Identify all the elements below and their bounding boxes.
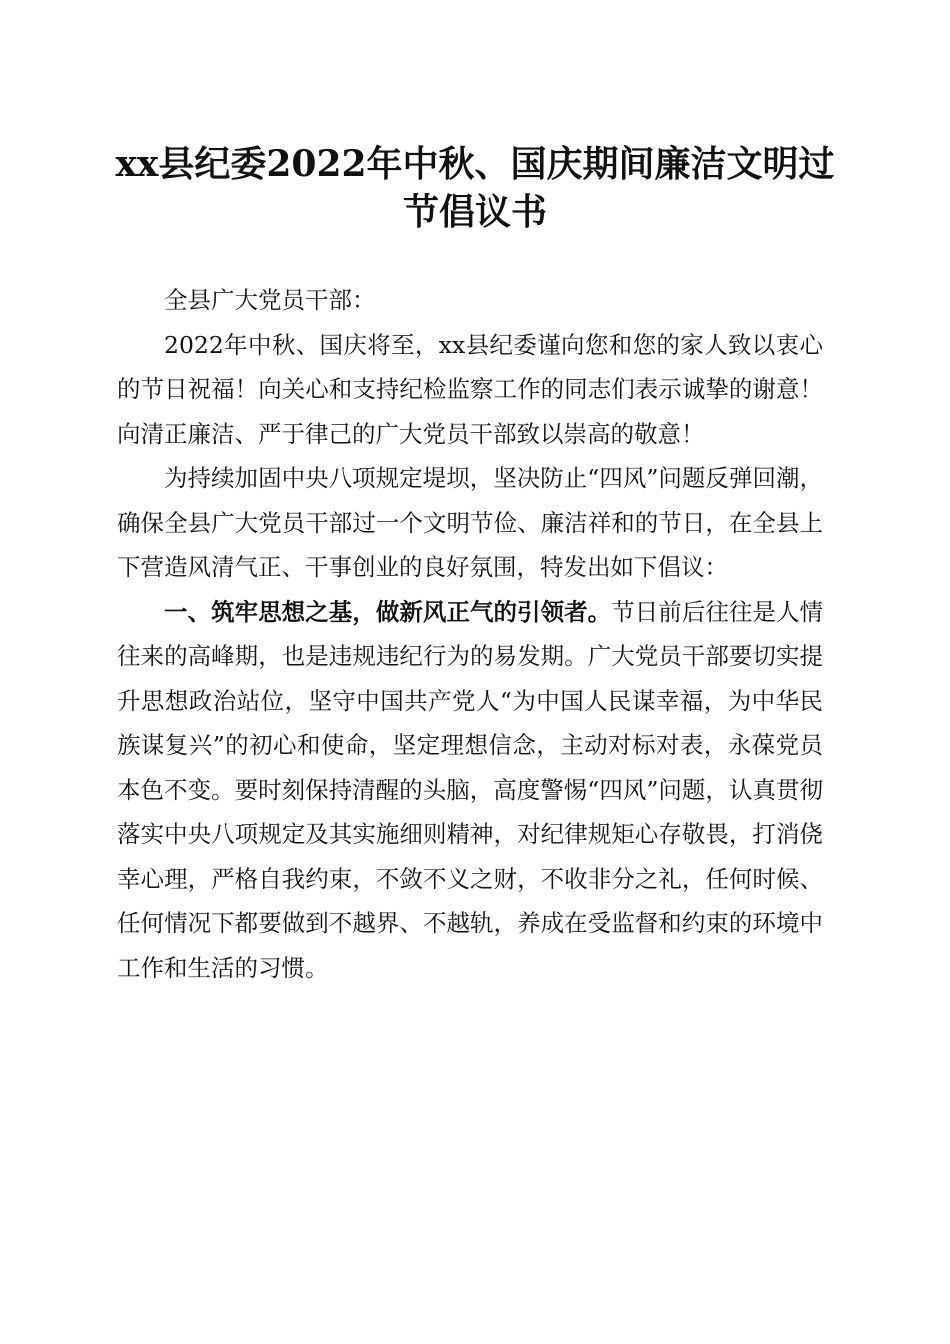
document-body [117, 278, 823, 990]
paragraph-text: 节日前后往往是人情往来的高峰期，也是违规违纪行为的易发期。广大党员干部要切实提升思想政治站位，坚守中国共产党人“为中国人民谋幸福，为中华民族谋复兴”的初心和使命，坚定理想信念，主动对标对表，永葆党员本色不变。要时刻保持清醒的头脑，高度警惕“四风”问题，认真贯彻落实中央八项规定及其实施细则精神，对纪律规矩心存敬畏，打消侥幸心理，严格自我约束，不敛不义之财，不收非分之礼，任何时候、任何情况下都要做到不越界、不越轨，养成在受监督和约束的环境中工作和生活的习惯。 [117, 597, 823, 982]
paragraph [117, 456, 823, 590]
paragraph [117, 590, 823, 991]
document-title: xx县纪委2022年中秋、国庆期间廉洁文明过节倡议书 [115, 143, 835, 233]
section-heading: 一、筑牢思想之基，做新风正气的引领者。 [164, 597, 612, 626]
paragraph-text: 2022年中秋、国庆将至，xx县纪委谨向您和您的家人致以衷心的节日祝福！向关心和支持纪检监察工作的同志们表示诚挚的谢意！向清正廉洁、严于律己的广大党员干部致以崇高的敬意！ [117, 330, 823, 448]
paragraph-text: 为持续加固中央八项规定堤坝，坚决防止“四风”问题反弹回潮，确保全县广大党员干部过一个文明节俭、廉洁祥和的节日，在全县上下营造风清气正、干事创业的良好氛围，特发出如下倡议： [117, 464, 823, 581]
salutation: 全县广大党员干部： [164, 286, 376, 314]
paragraph [117, 323, 823, 457]
